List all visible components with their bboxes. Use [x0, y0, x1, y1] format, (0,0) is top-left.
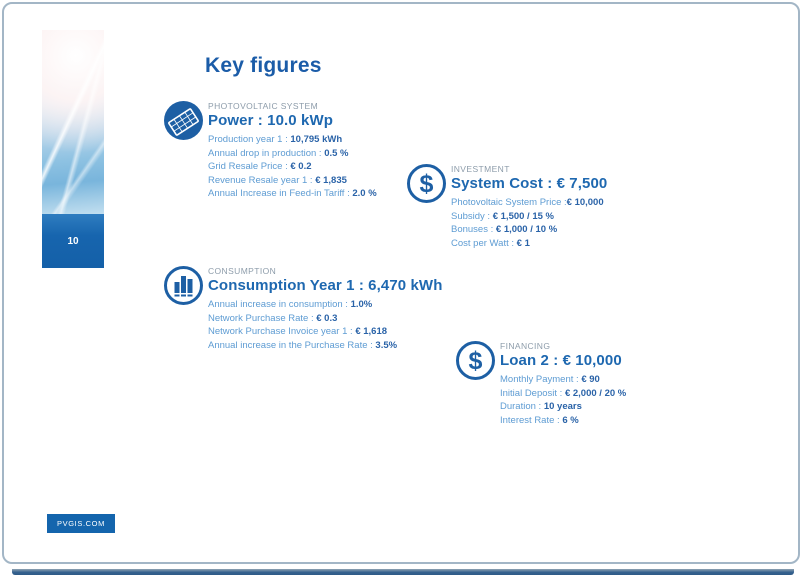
figure-row: Bonuses : € 1,000 / 10 %: [451, 224, 558, 235]
section-investment: [406, 163, 607, 250]
page-number-block: [42, 214, 104, 268]
section-title: Power : 10.0 kWp: [208, 112, 333, 129]
dollar-circle-icon: [455, 340, 496, 381]
figure-row: Annual increase in the Purchase Rate : 3.5%: [208, 339, 398, 351]
dollar-circle-icon: [406, 163, 447, 204]
sidebar-photo-strip: [42, 30, 104, 268]
figure-row: Subsidy : € 1,500 / 15 %: [451, 210, 554, 222]
figure-row: Cost per Watt : € 1: [451, 237, 530, 249]
figure-row: Duration : 10 years: [500, 401, 582, 412]
section-financing: [455, 340, 626, 427]
figure-rows: [208, 133, 377, 201]
figure-row: Photovoltaic System Price :€ 10,000: [451, 197, 604, 208]
figure-row: Initial Deposit : € 2,000 / 20 %: [500, 387, 627, 399]
page-number: 10: [67, 235, 79, 247]
figure-row: Annual increase in consumption : 1.0%: [208, 299, 373, 310]
page-title: Key figures: [205, 54, 322, 78]
section-photovoltaic-system: [163, 100, 377, 201]
figure-row: Annual Increase in Feed-in Tariff : 2.0 %: [208, 188, 377, 199]
svg-text:$: $: [419, 170, 434, 198]
figure-row: Network Purchase Rate : € 0.3: [208, 312, 338, 324]
figure-row: Grid Resale Price : € 0.2: [208, 161, 312, 172]
figure-row: Production year 1 : 10,795 kWh: [208, 134, 343, 145]
pvgis-link-badge[interactable]: PVGIS.COM: [47, 514, 115, 533]
solar-panel-icon: [163, 100, 204, 141]
figure-rows: [451, 196, 607, 250]
figure-rows: [208, 298, 442, 352]
solar-panel-photo: [42, 30, 104, 214]
section-label: FINANCING: [500, 341, 551, 351]
section-label: PHOTOVOLTAIC SYSTEM: [208, 101, 319, 111]
svg-text:$: $: [468, 347, 483, 375]
section-title: System Cost : € 7,500: [451, 175, 608, 192]
figure-row: Revenue Resale year 1 : € 1,835: [208, 174, 347, 186]
figure-row: Monthly Payment : € 90: [500, 374, 600, 385]
section-label: CONSUMPTION: [208, 266, 277, 276]
section-label: INVESTMENT: [451, 164, 510, 174]
figure-rows: [500, 373, 626, 427]
figure-row: Annual drop in production : 0.5 %: [208, 147, 349, 159]
section-title: Consumption Year 1 : 6,470 kWh: [208, 277, 443, 294]
bar-chart-icon: [163, 265, 204, 306]
figure-row: Network Purchase Invoice year 1 : € 1,618: [208, 326, 388, 337]
next-page-edge: [12, 569, 794, 575]
figure-row: Interest Rate : 6 %: [500, 414, 579, 426]
section-consumption: [163, 265, 442, 352]
section-title: Loan 2 : € 10,000: [500, 352, 622, 369]
